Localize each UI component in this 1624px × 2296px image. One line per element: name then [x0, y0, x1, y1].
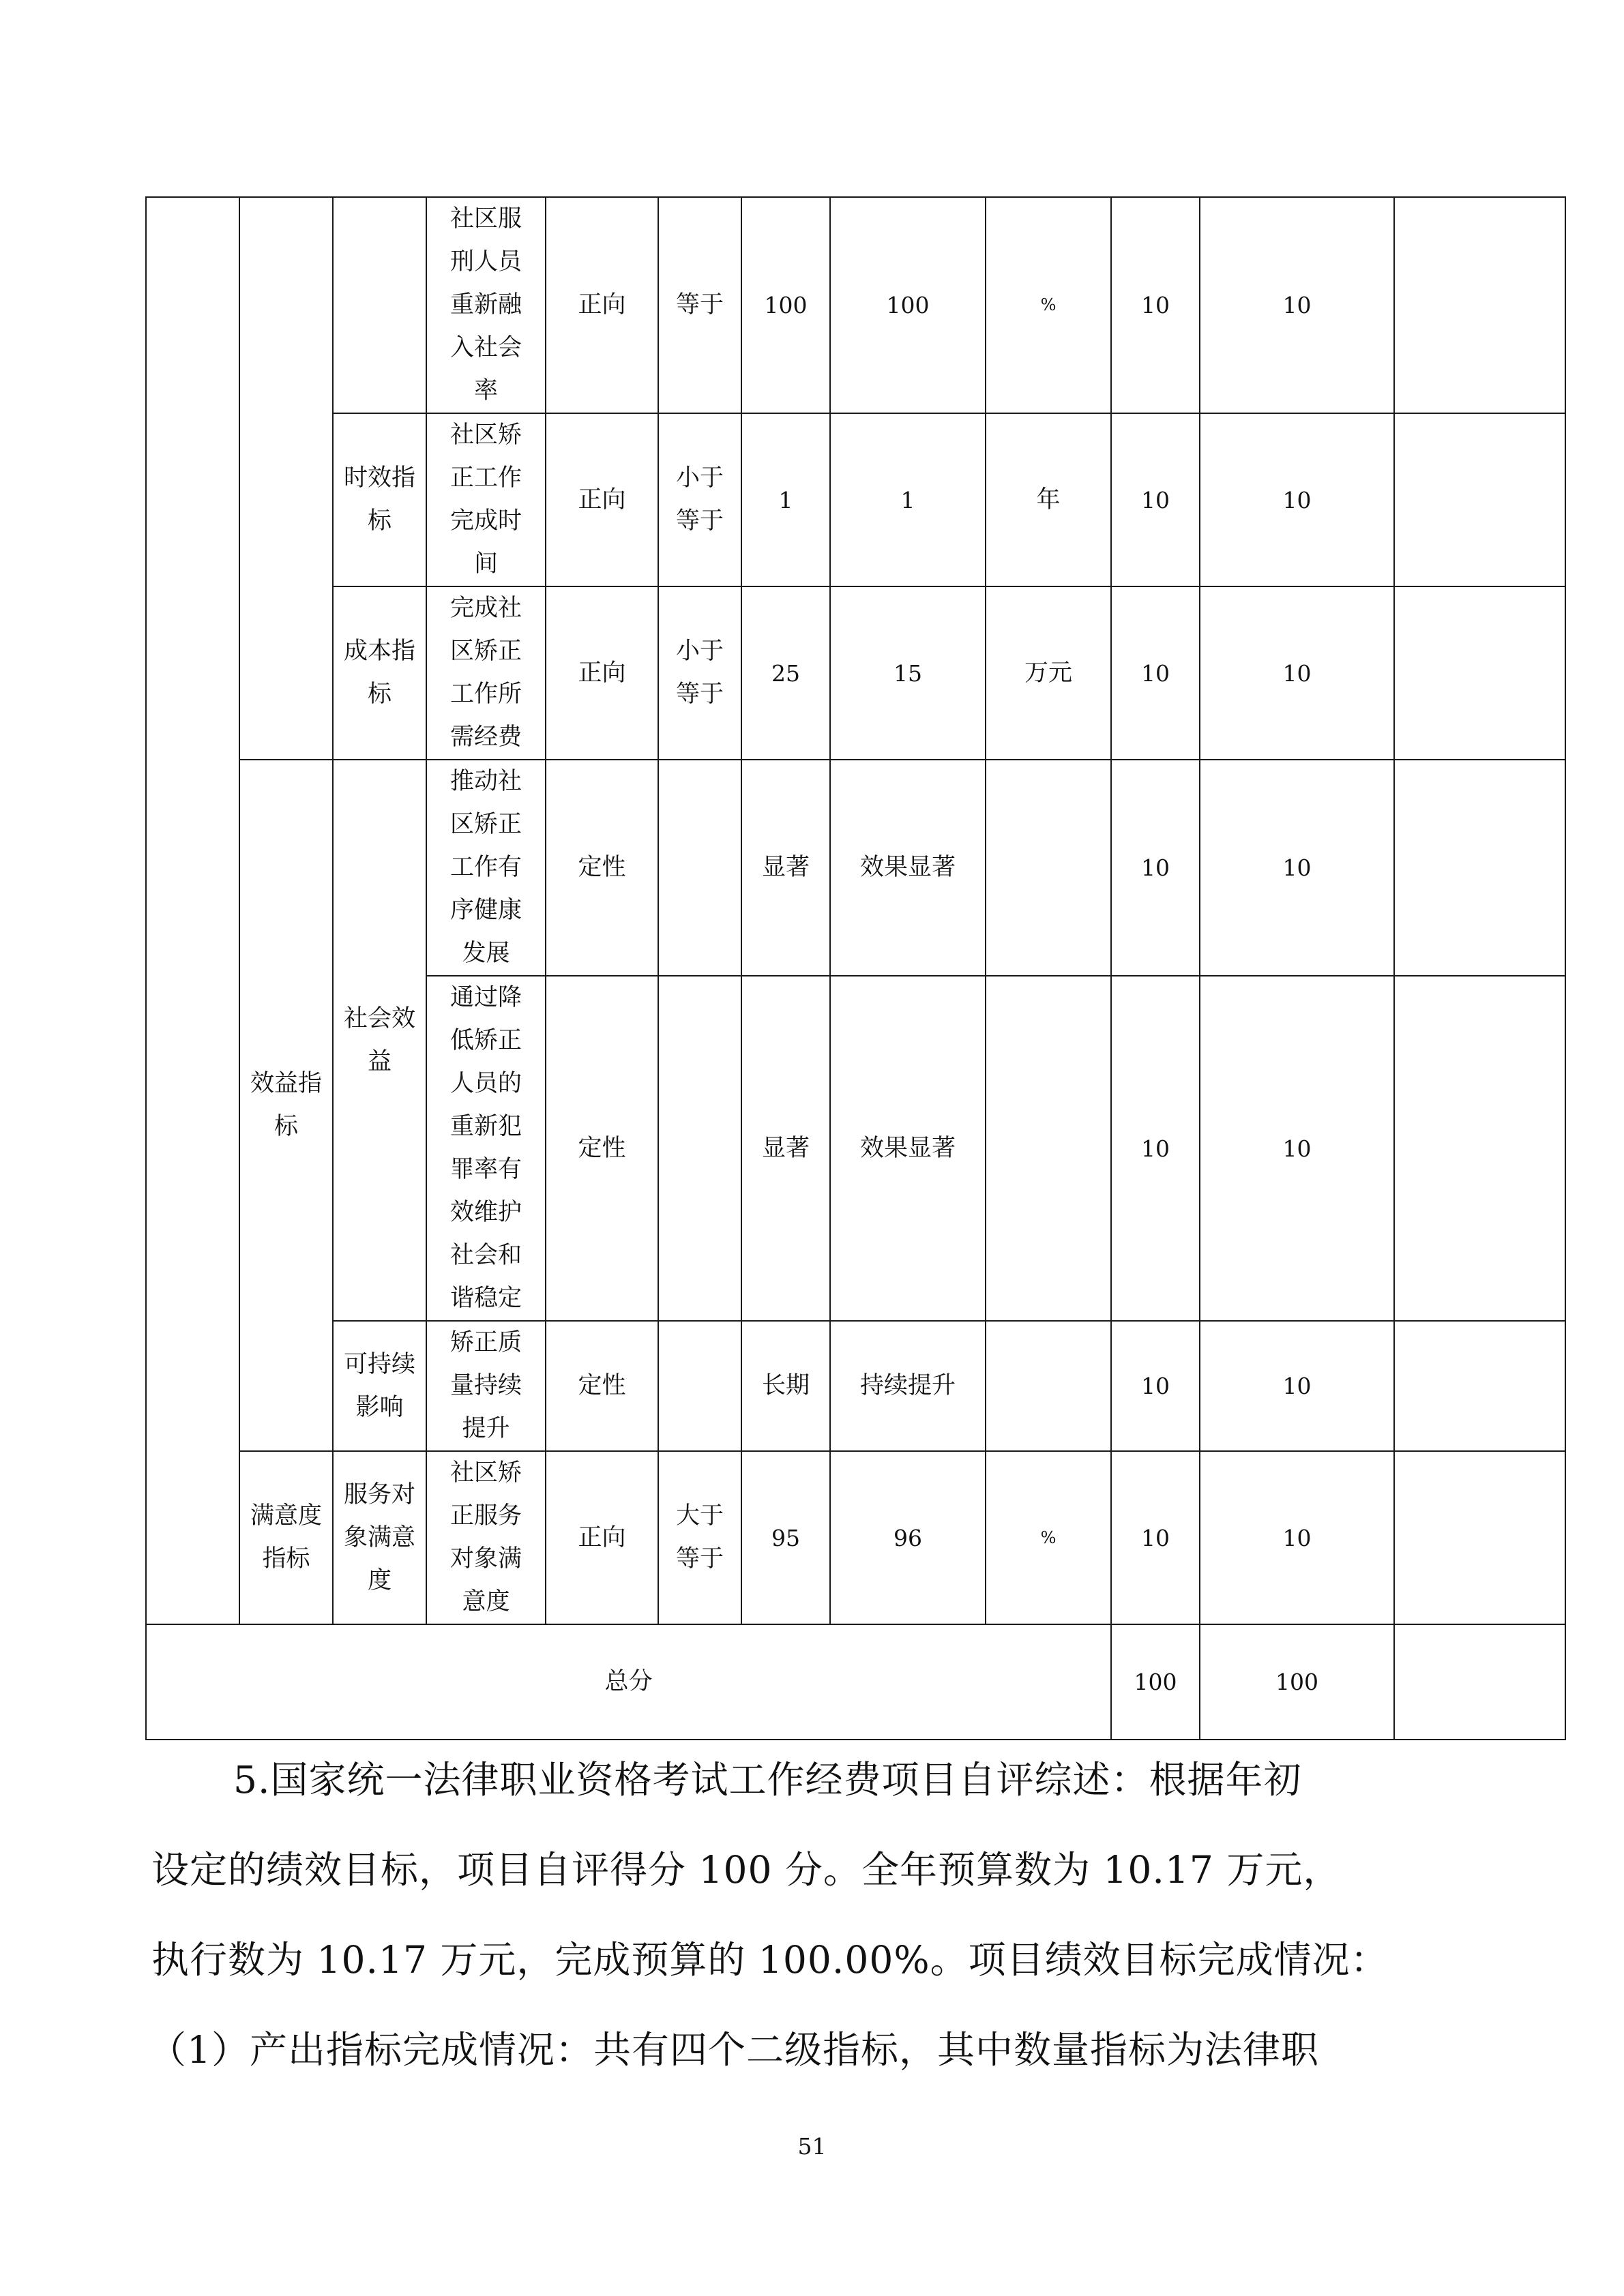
operator	[658, 760, 741, 976]
table-row	[146, 1451, 1565, 1624]
weight: 10	[1111, 413, 1200, 586]
target-value: 100	[741, 197, 830, 413]
direction: 正向	[546, 1451, 658, 1624]
actual-value: 效果显著	[830, 760, 986, 976]
target-value: 25	[741, 586, 830, 760]
operator: 大于等于	[658, 1451, 741, 1624]
indicator-name: 社区矫正工作完成时间	[426, 413, 546, 586]
unit: %	[986, 1451, 1111, 1624]
actual-value: 持续提升	[830, 1321, 986, 1451]
unit	[986, 1321, 1111, 1451]
indicator-name: 矫正质量持续提升	[426, 1321, 546, 1451]
sub-category: 成本指标	[333, 586, 426, 760]
weight: 10	[1111, 1451, 1200, 1624]
operator	[658, 1321, 741, 1451]
score: 10	[1200, 413, 1394, 586]
unit: %	[986, 197, 1111, 413]
level1-cell-blank	[146, 197, 239, 1624]
score: 10	[1200, 976, 1394, 1321]
target-value: 显著	[741, 976, 830, 1321]
remark	[1394, 1321, 1565, 1451]
sub-category: 可持续影响	[333, 1321, 426, 1451]
score: 10	[1200, 760, 1394, 976]
target-value: 长期	[741, 1321, 830, 1451]
score: 10	[1200, 1321, 1394, 1451]
operator: 小于等于	[658, 413, 741, 586]
unit: 年	[986, 413, 1111, 586]
actual-value: 1	[830, 413, 986, 586]
level2-cell-blank	[239, 197, 333, 760]
unit	[986, 976, 1111, 1321]
direction: 正向	[546, 197, 658, 413]
weight: 10	[1111, 976, 1200, 1321]
indicator-name: 完成社区矫正工作所需经费	[426, 586, 546, 760]
direction: 正向	[546, 413, 658, 586]
level3-cell-blank	[333, 197, 426, 413]
performance-indicator-table	[145, 196, 1566, 1740]
target-value: 1	[741, 413, 830, 586]
body-paragraph-line: 设定的绩效目标，项目自评得分 100 分。全年预算数为 10.17 万元，	[151, 1848, 1342, 1892]
total-weight: 100	[1111, 1624, 1200, 1740]
weight: 10	[1111, 1321, 1200, 1451]
body-paragraph-line: 5.国家统一法律职业资格考试工作经费项目自评综述：根据年初	[233, 1758, 1302, 1802]
remark	[1394, 976, 1565, 1321]
table-row	[146, 1321, 1565, 1451]
score: 10	[1200, 586, 1394, 760]
table-row	[146, 586, 1565, 760]
direction: 定性	[546, 760, 658, 976]
remark	[1394, 760, 1565, 976]
body-paragraph-line: （1）产出指标完成情况：共有四个二级指标，其中数量指标为法律职	[149, 2028, 1319, 2072]
operator	[658, 976, 741, 1321]
unit: 万元	[986, 586, 1111, 760]
direction: 定性	[546, 1321, 658, 1451]
unit	[986, 760, 1111, 976]
actual-value: 15	[830, 586, 986, 760]
category: 满意度指标	[239, 1451, 333, 1624]
table-row	[146, 413, 1565, 586]
operator: 等于	[658, 197, 741, 413]
page-number: 51	[797, 2133, 827, 2160]
sub-category: 时效指标	[333, 413, 426, 586]
score: 10	[1200, 197, 1394, 413]
target-value: 显著	[741, 760, 830, 976]
actual-value: 96	[830, 1451, 986, 1624]
actual-value: 100	[830, 197, 986, 413]
remark	[1394, 197, 1565, 413]
weight: 10	[1111, 586, 1200, 760]
remark	[1394, 413, 1565, 586]
indicator-name: 推动社区矫正工作有序健康发展	[426, 760, 546, 976]
body-paragraph-line: 执行数为 10.17 万元，完成预算的 100.00%。项目绩效目标完成情况：	[151, 1938, 1389, 1982]
indicator-name: 通过降低矫正人员的重新犯罪率有效维护社会和谐稳定	[426, 976, 546, 1321]
sub-category: 服务对象满意度	[333, 1451, 426, 1624]
target-value: 95	[741, 1451, 830, 1624]
total-remark	[1394, 1624, 1565, 1740]
remark	[1394, 586, 1565, 760]
indicator-name: 社区矫正服务对象满意度	[426, 1451, 546, 1624]
category: 效益指标	[239, 760, 333, 1451]
remark	[1394, 1451, 1565, 1624]
weight: 10	[1111, 760, 1200, 976]
total-label: 总分	[146, 1624, 1111, 1740]
indicator-name: 社区服刑人员重新融入社会率	[426, 197, 546, 413]
direction: 正向	[546, 586, 658, 760]
actual-value: 效果显著	[830, 976, 986, 1321]
weight: 10	[1111, 197, 1200, 413]
score: 10	[1200, 1451, 1394, 1624]
table-row	[146, 197, 1565, 413]
operator: 小于等于	[658, 586, 741, 760]
total-row	[146, 1624, 1565, 1740]
sub-category: 社会效益	[333, 760, 426, 1321]
direction: 定性	[546, 976, 658, 1321]
table-row	[146, 760, 1565, 976]
total-score: 100	[1200, 1624, 1394, 1740]
